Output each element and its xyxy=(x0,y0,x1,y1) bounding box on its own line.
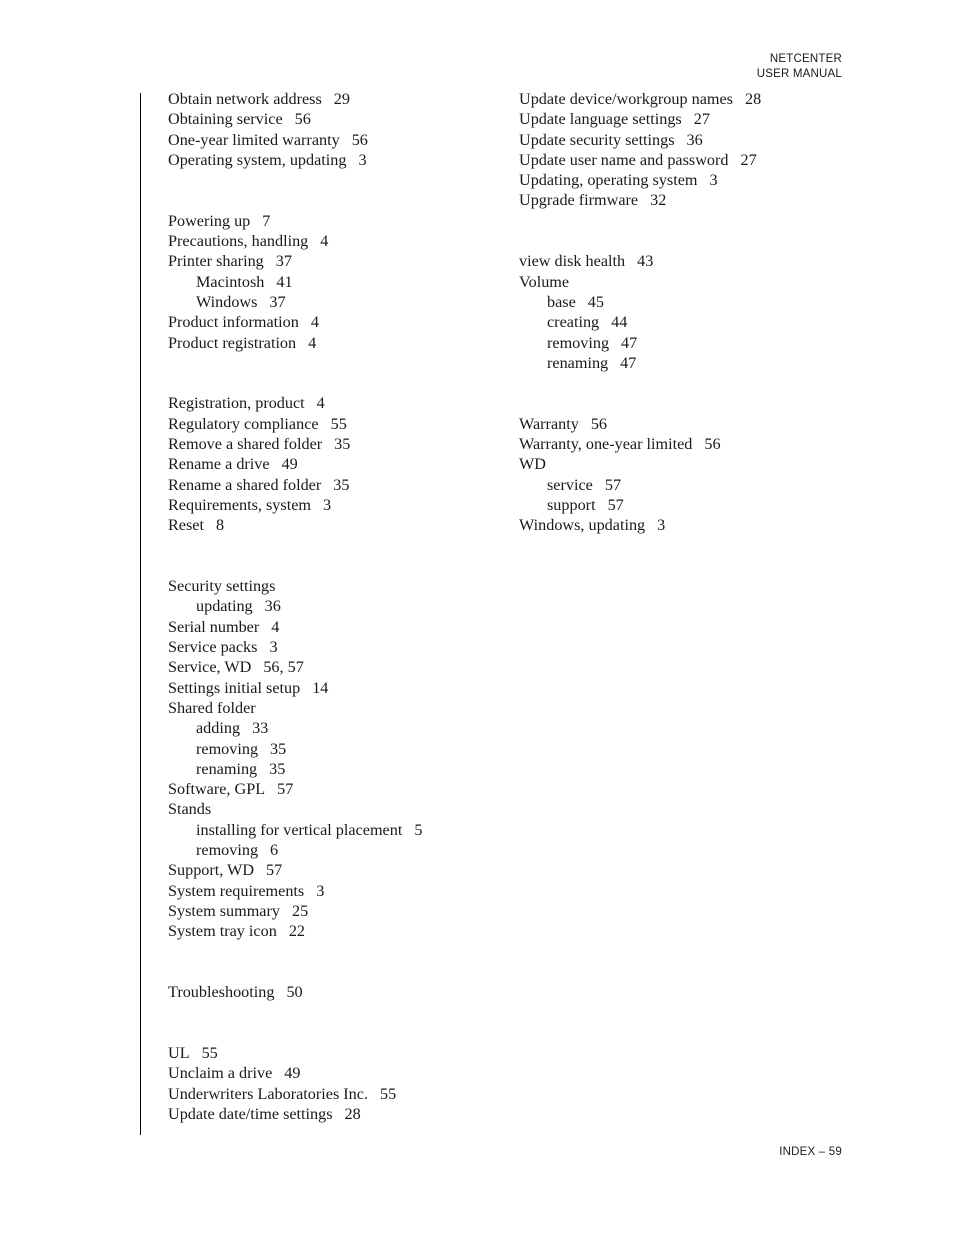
index-entry xyxy=(168,576,422,596)
index-page-ref: 32 xyxy=(650,191,667,210)
index-term: Settings initial setup xyxy=(168,678,301,697)
index-term: updating xyxy=(196,597,253,616)
index-page-ref: 50 xyxy=(286,983,303,1002)
index-entry xyxy=(519,414,761,434)
header-document-name: USER MANUAL xyxy=(756,68,842,80)
index-page-ref: 3 xyxy=(269,638,278,657)
index-letter-gap xyxy=(168,353,422,394)
index-entry xyxy=(168,333,422,353)
index-term: Update date/time settings xyxy=(168,1104,333,1123)
index-entry xyxy=(168,231,422,251)
index-term: System requirements xyxy=(168,881,305,900)
index-page-ref: 35 xyxy=(333,475,350,494)
index-term: Underwriters Laboratories Inc. xyxy=(168,1084,369,1103)
index-term: Windows xyxy=(196,292,258,311)
index-entry xyxy=(168,678,422,698)
index-term: WD xyxy=(519,455,546,474)
index-entry xyxy=(168,657,422,677)
index-page-ref: 27 xyxy=(693,110,710,129)
index-entry xyxy=(168,799,422,819)
index-term: Requirements, system xyxy=(168,495,311,514)
index-term: One-year limited warranty xyxy=(168,130,340,149)
index-entry xyxy=(519,515,761,535)
index-page-ref: 3 xyxy=(322,495,332,514)
index-term: Obtaining service xyxy=(168,110,283,129)
index-entry xyxy=(168,637,422,657)
index-term: installing for vertical placement xyxy=(196,820,403,839)
index-page-ref: 35 xyxy=(334,435,351,454)
index-entry xyxy=(168,434,422,454)
index-subentry xyxy=(168,718,422,738)
index-entry xyxy=(168,698,422,718)
index-term: Update device/workgroup names xyxy=(519,90,733,108)
index-subentry xyxy=(519,333,761,353)
index-subentry xyxy=(519,312,761,332)
index-entry xyxy=(168,901,422,921)
index-page-ref: 43 xyxy=(637,252,654,271)
index-page-ref: 4 xyxy=(271,617,280,636)
index-page-ref: 37 xyxy=(275,252,292,271)
index-entry xyxy=(519,272,761,292)
index-term: Update security settings xyxy=(519,130,675,149)
index-entry xyxy=(168,89,422,109)
index-letter-gap xyxy=(168,1002,422,1043)
index-term: Stands xyxy=(168,800,212,819)
index-page-ref: 56, 57 xyxy=(263,658,304,677)
index-subentry xyxy=(519,495,761,515)
index-letter-gap xyxy=(519,211,761,252)
index-term: Upgrade firmware xyxy=(519,191,639,210)
index-page-ref: 47 xyxy=(621,333,638,352)
index-page-ref: 44 xyxy=(611,313,628,332)
index-entry xyxy=(168,617,422,637)
index-term: Powering up xyxy=(168,211,251,230)
index-entry xyxy=(168,414,422,434)
index-term: Product registration xyxy=(168,333,297,352)
index-entry xyxy=(519,454,761,474)
index-page-ref: 47 xyxy=(620,353,637,372)
index-page-ref: 22 xyxy=(288,922,305,941)
page-footer: INDEX – 59 xyxy=(779,1146,842,1158)
index-entry xyxy=(168,251,422,271)
index-entry xyxy=(519,150,761,170)
index-term: Rename a shared folder xyxy=(168,475,322,494)
index-entry xyxy=(168,921,422,941)
index-subentry xyxy=(519,353,761,373)
index-entry xyxy=(168,393,422,413)
index-page-ref: 55 xyxy=(330,414,347,433)
running-header xyxy=(757,52,842,82)
index-term: System tray icon xyxy=(168,922,277,941)
index-subentry xyxy=(168,596,422,616)
index-page-ref: 57 xyxy=(604,475,622,494)
index-page-ref: 49 xyxy=(284,1064,301,1083)
index-column-right xyxy=(519,89,761,536)
index-term: Shared folder xyxy=(168,698,256,717)
index-page-ref: 49 xyxy=(281,455,298,474)
index-page-ref: 7 xyxy=(262,211,271,230)
index-letter-gap xyxy=(168,941,422,982)
index-page-ref: 55 xyxy=(380,1084,397,1103)
index-term: Support, WD xyxy=(168,861,255,880)
index-page-ref: 3 xyxy=(316,881,325,900)
index-term: view disk health xyxy=(519,252,626,271)
index-entry xyxy=(168,475,422,495)
index-term: Service, WD xyxy=(168,658,252,677)
index-subentry xyxy=(168,820,422,840)
index-page-ref: 5 xyxy=(414,820,423,839)
index-page-ref: 56 xyxy=(704,435,721,454)
index-page-ref: 4 xyxy=(316,394,325,413)
index-entry xyxy=(168,495,422,515)
index-subentry xyxy=(168,759,422,779)
index-term: support xyxy=(547,495,596,514)
index-page-ref: 56 xyxy=(590,414,608,433)
index-page-ref: 27 xyxy=(740,150,757,169)
index-term: Troubleshooting xyxy=(168,983,275,1002)
index-entry xyxy=(168,982,422,1002)
index-term: removing xyxy=(196,840,259,859)
index-term: Product information xyxy=(168,313,299,332)
index-term: Warranty xyxy=(519,414,579,433)
index-page-ref: 3 xyxy=(709,171,718,190)
index-term: UL xyxy=(168,1043,190,1062)
index-term: Windows, updating xyxy=(519,516,646,535)
index-page-ref: 35 xyxy=(270,739,287,758)
index-entry xyxy=(168,1084,422,1104)
index-page-ref: 6 xyxy=(270,840,279,859)
index-term: Volume xyxy=(519,272,570,291)
index-term: creating xyxy=(547,313,600,332)
index-subentry xyxy=(519,475,761,495)
index-page-ref: 56 xyxy=(351,130,368,149)
index-page-ref: 35 xyxy=(269,759,286,778)
index-page-ref: 4 xyxy=(320,232,329,251)
index-page-ref: 41 xyxy=(276,272,293,291)
index-term: base xyxy=(547,292,576,311)
index-page-ref: 4 xyxy=(310,313,319,332)
index-page-ref: 57 xyxy=(266,861,283,880)
index-page-ref: 36 xyxy=(264,597,281,616)
index-page-ref: 36 xyxy=(686,130,703,149)
index-subentry xyxy=(168,840,422,860)
index-page-ref: 3 xyxy=(358,150,367,169)
index-entry xyxy=(168,454,422,474)
index-page-ref: 28 xyxy=(744,90,762,108)
index-page-ref: 25 xyxy=(291,901,309,920)
header-product-name: NETCENTER xyxy=(769,53,842,65)
index-term: Precautions, handling xyxy=(168,232,309,251)
index-term: renaming xyxy=(547,353,609,372)
index-subentry xyxy=(168,292,422,312)
index-page-ref: 4 xyxy=(308,333,317,352)
index-term: removing xyxy=(547,333,610,352)
index-page-ref: 57 xyxy=(277,780,294,799)
index-term: Security settings xyxy=(168,577,276,596)
index-term: Updating, operating system xyxy=(519,171,698,190)
index-entry xyxy=(519,251,761,271)
index-entry xyxy=(168,515,422,535)
index-page-ref: 33 xyxy=(252,719,269,738)
index-entry xyxy=(168,109,422,129)
index-page-ref: 55 xyxy=(201,1043,218,1062)
index-term: renaming xyxy=(196,759,258,778)
index-subentry xyxy=(519,292,761,312)
index-column-left xyxy=(168,89,422,1124)
index-term: Remove a shared folder xyxy=(168,435,323,454)
index-page-ref: 57 xyxy=(607,495,624,514)
index-term: Regulatory compliance xyxy=(168,414,319,433)
index-term: Serial number xyxy=(168,617,260,636)
index-term: System summary xyxy=(168,901,280,920)
index-entry xyxy=(519,109,761,129)
index-letter-gap xyxy=(168,536,422,577)
index-entry xyxy=(519,170,761,190)
index-page-ref: 14 xyxy=(312,678,329,697)
margin-rule xyxy=(140,93,141,1135)
index-term: Registration, product xyxy=(168,394,305,413)
index-subentry xyxy=(168,739,422,759)
index-entry xyxy=(168,211,422,231)
index-page-ref: 45 xyxy=(587,292,604,311)
index-entry xyxy=(519,130,761,150)
index-term: service xyxy=(547,475,593,494)
index-entry xyxy=(168,1063,422,1083)
index-term: Operating system, updating xyxy=(168,150,347,169)
index-entry xyxy=(168,881,422,901)
index-term: Update language settings xyxy=(519,110,682,129)
index-term: Macintosh xyxy=(196,272,265,291)
index-term: Reset xyxy=(168,516,204,535)
index-entry xyxy=(168,150,422,170)
index-page-ref: 8 xyxy=(215,516,225,535)
index-term: Service packs xyxy=(168,638,258,657)
index-term: Unclaim a drive xyxy=(168,1064,273,1083)
index-term: Obtain network address xyxy=(168,90,322,108)
index-page-ref: 29 xyxy=(333,90,350,108)
index-letter-gap xyxy=(519,373,761,414)
index-entry xyxy=(168,1104,422,1124)
index-entry xyxy=(168,1043,422,1063)
index-letter-gap xyxy=(168,170,422,211)
index-page-ref: 28 xyxy=(344,1104,361,1123)
index-term: Update user name and password xyxy=(519,150,729,169)
index-term: removing xyxy=(196,739,259,758)
index-term: adding xyxy=(196,719,241,738)
index-entry xyxy=(519,190,761,210)
index-page-ref: 37 xyxy=(269,292,286,311)
index-term: Software, GPL xyxy=(168,780,266,799)
index-subentry xyxy=(168,272,422,292)
index-page-ref: 3 xyxy=(657,516,666,535)
index-entry xyxy=(168,860,422,880)
index-page-ref: 56 xyxy=(294,110,311,129)
index-term: Printer sharing xyxy=(168,252,264,271)
index-term: Warranty, one-year limited xyxy=(519,435,693,454)
index-entry xyxy=(168,312,422,332)
index-entry xyxy=(519,434,761,454)
index-term: Rename a drive xyxy=(168,455,270,474)
index-entry xyxy=(168,130,422,150)
index-entry xyxy=(168,779,422,799)
index-entry xyxy=(519,89,761,109)
